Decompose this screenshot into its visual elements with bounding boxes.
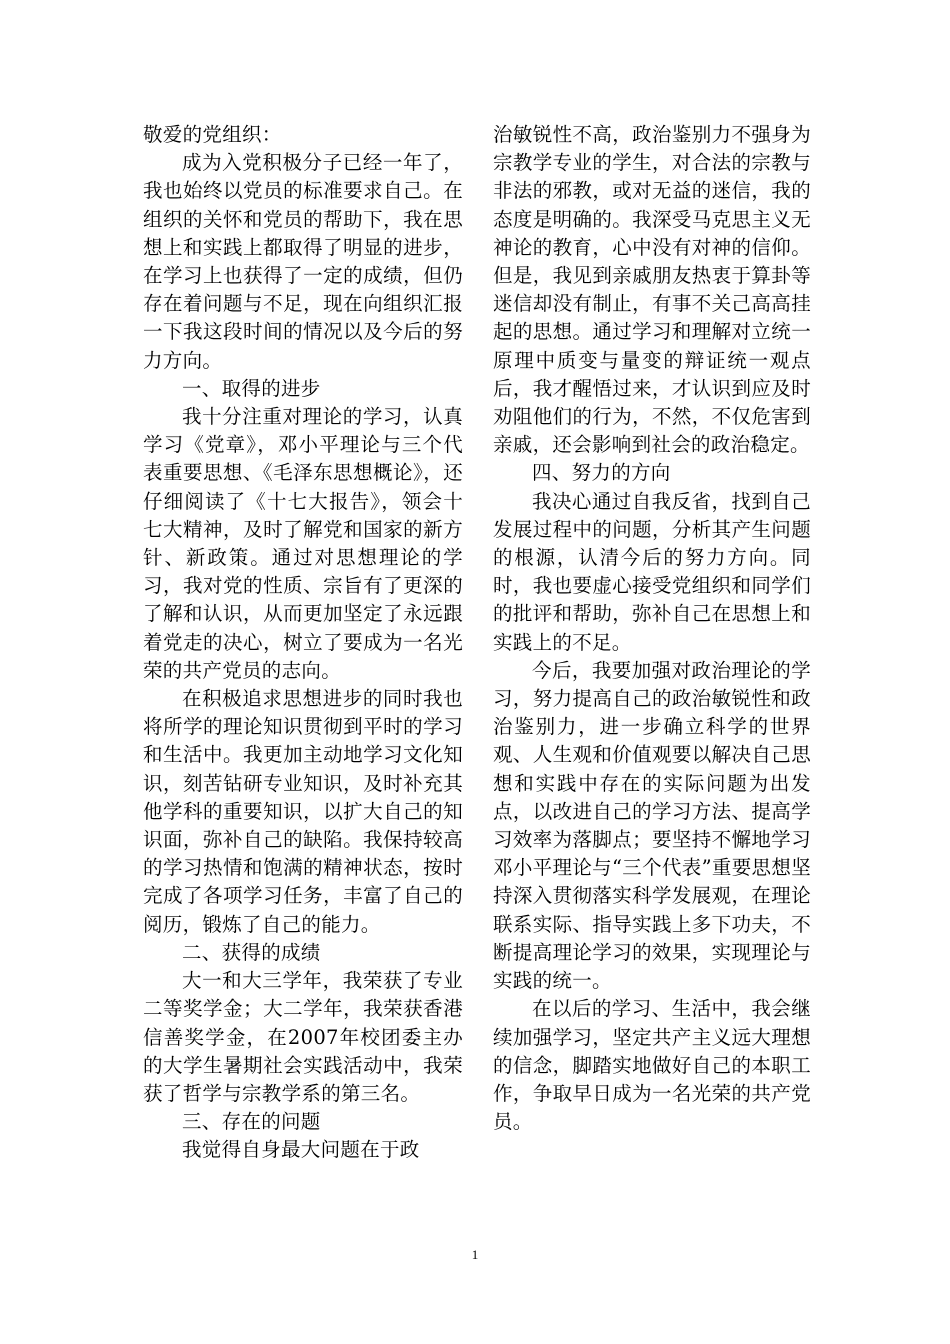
- paragraph-practice: 在积极追求思想进步的同时我也将所学的理论知识贯彻到平时的学习和生活中。我更加主动地学习文化知识，刻苦钻研专业知识，及时补充其他学科的重要知识，以扩大自己的知识面，弥补自己的缺陷。我保持较高的学习热情和饱满的精神状态，按时完成了各项学习任务，丰富了自己的阅历，锻炼了自己的能力。: [143, 687, 463, 936]
- paragraph-achievements: 大一和大三学年，我荣获了专业二等奖学金；大二学年，我荣获香港信善奖学金，在2007年校团委主办的大学生暑期社会实践活动中，我荣获了哲学与宗教学系的第三名。: [143, 969, 463, 1105]
- right-column: [493, 121, 811, 1136]
- intro-paragraph: 成为入党积极分子已经一年了，我也始终以党员的标准要求自己。在组织的关怀和党员的帮助下，我在思想上和实践上都取得了明显的进步，在学习上也获得了一定的成绩，但仍存在着问题与不足，现在向组织汇报一下我这段时间的情况以及今后的努力方向。: [143, 151, 463, 372]
- paragraph-problems-start: 我觉得自身最大问题在于政: [182, 1138, 420, 1162]
- salutation: 敬爱的党组织：: [143, 123, 282, 146]
- page-number: 1: [471, 1247, 479, 1262]
- paragraph-future-plan: 今后，我要加强对政治理论的学习，努力提高自己的政治敏锐性和政治鉴别力，进一步确立科学的世界观、人生观和价值观要以解决自己思想和实践中存在的实际问题为出发点，以改进自己的学习方法、提高学习效率为落脚点；要坚持不懈地学习邓小平理论与“三个代表”重要思想坚持深入贯彻落实科学发展观，在理论联系实际、指导实践上多下功夫，不断提高理论学习的效果，实现理论与实践的统一。: [493, 658, 811, 993]
- paragraph-problems-continued: 治敏锐性不高，政治鉴别力不强身为宗教学专业的学生，对合法的宗教与非法的邪教，或对无益的迷信，我的态度是明确的。我深受马克思主义无神论的教育，心中没有对神的信仰。但是，我见到亲戚朋友热衷于算卦等迷信却没有制止，有事不关己高高挂起的思想。通过学习和理解对立统一原理中质变与量变的辩证统一观点后，我才醒悟过来，才认识到应及时劝阻他们的行为，不然，不仅危害到亲戚，还会影响到社会的政治稳定。: [493, 123, 811, 457]
- section-heading-direction: 四、努力的方向: [532, 461, 671, 485]
- section-heading-problems: 三、存在的问题: [182, 1110, 321, 1134]
- paragraph-self-reflection: 我决心通过自我反省，找到自己发展过程中的问题，分析其产生问题的根源，认清今后的努力方向。同时，我也要虚心接受党组织和同学们的批评和帮助，弥补自己在思想上和实践上的不足。: [493, 489, 811, 654]
- paragraph-theory-study: 我十分注重对理论的学习，认真学习《党章》，邓小平理论与三个代表重要思想、《毛泽东思想概论》，还仔细阅读了《十七大报告》，领会十七大精神，及时了解党和国家的新方针、新政策。通过对思想理论的学习，我对党的性质、宗旨有了更深的了解和认识，从而更加坚定了永远跟着党走的决心，树立了要成为一名光荣的共产党员的志向。: [143, 405, 463, 682]
- section-heading-progress: 一、取得的进步: [182, 376, 321, 400]
- paragraph-conclusion: 在以后的学习、生活中，我会继续加强学习，坚定共产主义远大理想的信念，脚踏实地做好自己的本职工作，争取早日成为一名光荣的共产党员。: [493, 997, 811, 1134]
- left-column: [143, 121, 463, 1165]
- section-heading-achievements: 二、获得的成绩: [182, 940, 321, 964]
